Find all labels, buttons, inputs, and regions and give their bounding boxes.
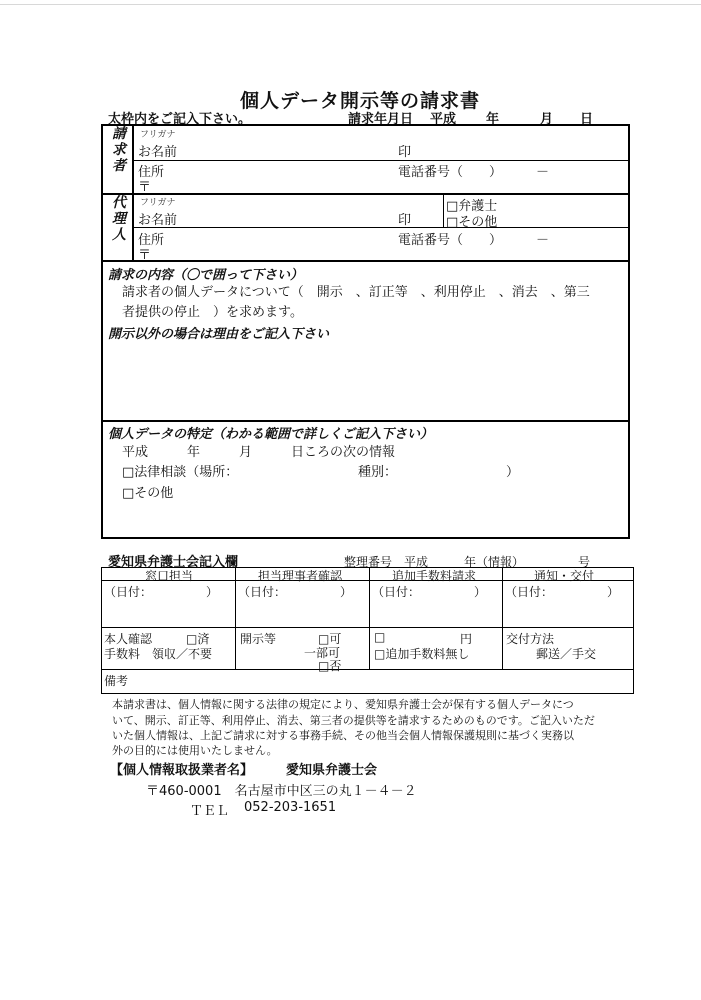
notice-line-3: いた個人情報は、上記ご請求に対する事務手続、その他当会個人情報保護規則に基づく実務以 <box>112 729 574 742</box>
requester-furigana-label: フリガナ <box>140 130 176 140</box>
agent-furigana-label: フリガナ <box>140 198 176 208</box>
fill-instruction: 太枠内をご記入下さい。 <box>108 112 252 127</box>
fee-status: 手数料 領収／不要 <box>104 647 213 661</box>
office-row1-divider <box>101 627 634 628</box>
request-content-heading: 請求の内容（〇で囲って下さい） <box>108 268 304 283</box>
identity-check-label: 本人確認 <box>104 632 153 646</box>
data-spec-divider <box>102 420 629 422</box>
agent-address-label: 住所 <box>138 233 165 248</box>
request-date-label: 請求年月日 <box>348 112 414 127</box>
request-date-era: 平成 <box>430 112 457 127</box>
date-cell-notice: （日付： ） <box>505 585 620 599</box>
requester-name-label: お名前 <box>138 145 178 160</box>
col-header-notice: 通知・交付 <box>534 569 595 583</box>
requester-seal-mark: 印 <box>398 145 412 160</box>
legal-consult-checkbox[interactable]: □法律相談（場所： <box>122 465 239 480</box>
date-cell-director: （日付： ） <box>238 585 353 599</box>
legal-consult-close-paren: ） <box>506 465 520 480</box>
agent-other-checkbox[interactable]: □その他 <box>446 215 498 230</box>
tel-label: ＴＥＬ <box>190 804 230 819</box>
request-date-year: 年 <box>486 112 500 127</box>
agent-name-label: お名前 <box>138 213 178 228</box>
office-row2-divider <box>101 669 634 670</box>
agent-phone-dash: － <box>536 233 550 248</box>
requester-phone-dash: － <box>536 165 550 180</box>
data-spec-date-line: 平成 年 月 日ころの次の情報 <box>122 445 396 460</box>
page-top-edge <box>0 0 701 5</box>
agent-phone-label: 電話番号（ ） <box>398 233 503 248</box>
other-info-checkbox[interactable]: □その他 <box>122 486 174 501</box>
request-content-line1: 請求者の個人データについて（ 開示 、訂正等 、利用停止 、消去 、第三 <box>122 285 590 300</box>
section-divider <box>102 193 629 195</box>
agent-name-divider <box>132 227 629 228</box>
notice-line-2: いて、開示、訂正等、利用停止、消去、第三者の提供等を請求するためのものです。ご記入いただ <box>112 714 595 727</box>
tel-number: 052-203-1651 <box>244 800 337 815</box>
request-content-line2: 者提供の停止 ）を求めます。 <box>122 305 303 320</box>
date-cell-window: （日付： ） <box>104 585 219 599</box>
reason-field[interactable] <box>108 342 623 417</box>
remarks-label: 備考 <box>104 674 129 688</box>
office-address: 〒460-0001 名古屋市中区三の丸１－４－２ <box>146 784 417 799</box>
disclosure-partial-label: 一部可 <box>304 646 341 660</box>
agent-seal-mark: 印 <box>398 213 412 228</box>
extra-fee-checkbox[interactable]: □ <box>374 630 386 644</box>
request-date-day: 日 <box>580 112 594 127</box>
disclosure-yes-checkbox[interactable]: □可 <box>318 632 342 646</box>
requester-name-divider <box>132 160 629 161</box>
request-date-month: 月 <box>540 112 554 127</box>
delivery-method-label: 交付方法 <box>506 632 555 646</box>
category-label: 種別： <box>358 465 398 480</box>
parties-bottom-divider <box>102 260 629 262</box>
reason-heading: 開示以外の場合は理由をご記入下さい <box>108 327 330 342</box>
col-header-window: 窓口担当 <box>145 569 194 583</box>
agent-side-label: 代理人 <box>112 195 126 243</box>
requester-side-label: 請求者 <box>112 126 126 174</box>
identity-done-checkbox[interactable]: □済 <box>186 632 210 646</box>
office-reference-number: 整理番号 平成 年（情報） 号 <box>344 555 591 569</box>
data-spec-heading: 個人データの特定（わかる範囲で詳しくご記入下さい） <box>108 427 434 442</box>
notice-line-1: 本請求書は、個人情報に関する法律の規定により、愛知県弁護士会が保有する個人データにつ <box>112 698 574 711</box>
col-header-extra-fee: 追加手数料請求 <box>392 569 477 583</box>
requester-name-field[interactable] <box>200 138 390 158</box>
no-extra-fee-checkbox[interactable]: □追加手数料無し <box>374 647 470 661</box>
col-header-director: 担当理事者確認 <box>258 569 343 583</box>
agent-postal-mark: 〒 <box>138 248 152 263</box>
handler-name: 愛知県弁護士会 <box>286 763 378 778</box>
requester-postal-mark: 〒 <box>138 180 152 195</box>
handler-label: 【個人情報取扱業者名】 <box>110 763 254 778</box>
requester-phone-label: 電話番号（ ） <box>398 165 503 180</box>
agent-lawyer-checkbox[interactable]: □弁護士 <box>446 199 498 214</box>
delivery-method-options: 郵送／手交 <box>536 647 597 661</box>
extra-fee-yen: 円 <box>460 632 473 646</box>
date-cell-extra-fee: （日付： ） <box>372 585 487 599</box>
office-col2-divider <box>369 567 370 669</box>
page-title: 個人データ開示等の請求書 <box>240 90 481 112</box>
office-col3-divider <box>502 567 503 669</box>
requester-address-label: 住所 <box>138 165 165 180</box>
disclosure-label: 開示等 <box>240 632 277 646</box>
disclosure-no-checkbox[interactable]: □否 <box>318 659 342 673</box>
office-col1-divider <box>235 567 236 669</box>
agent-type-divider <box>443 194 444 227</box>
notice-line-4: 外の目的には使用いたしません。 <box>112 744 278 757</box>
office-section-heading: 愛知県弁護士会記入欄 <box>108 555 239 570</box>
